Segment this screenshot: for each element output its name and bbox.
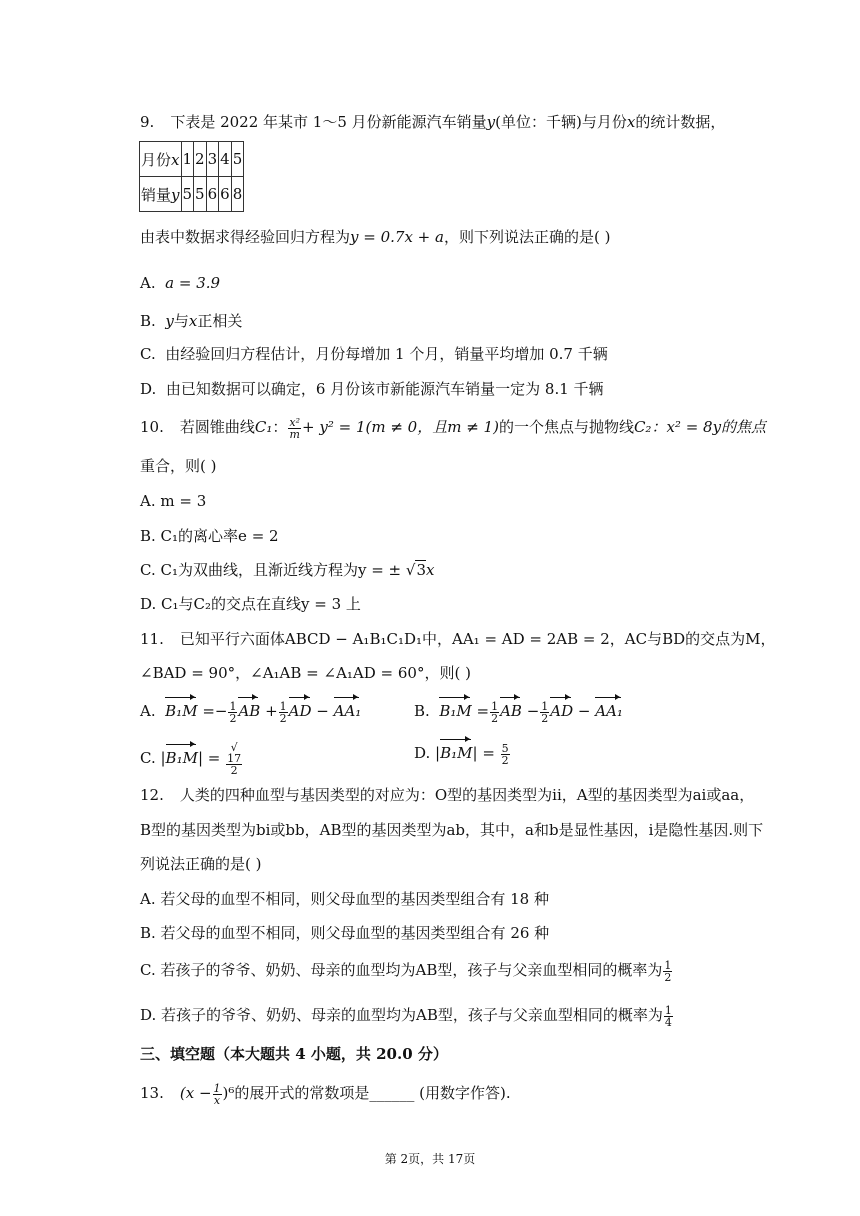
page-footer: 第 2页，共 17页 — [384, 1152, 476, 1166]
table-row — [140, 177, 244, 212]
table-cell: 6 — [219, 177, 232, 212]
q9-option-b[interactable]: B. y与x正相关 — [140, 312, 243, 330]
q12-option-c[interactable]: C. 若孩子的爷爷、奶奶、母亲的血型均为AB型，孩子与父亲血型相同的概率为 $\frac{1}{2}$ — [140, 958, 672, 984]
q10-stem: 10. 若圆锥曲线C₁： $\frac{\text{x²}}{m}$ + y² = 1(m ≠ 0，且m ≠ 1)的一个焦点与抛物线C₂：x² = 8y的焦点 — [140, 415, 767, 441]
q11-stem-line2: ∠BAD = 90°，∠A₁AB = ∠A₁AD = 60°，则( ) — [140, 664, 471, 682]
table-cell: 2 — [194, 142, 207, 177]
q11-stem: 11. 已知平行六面体ABCD − A₁B₁C₁D₁中，AA₁ = AD = 2AB = 2，AC与BD的交点为M， — [140, 630, 776, 648]
q10-option-b[interactable]: B. C₁的离心率e = 2 — [140, 527, 279, 545]
data-table — [139, 141, 244, 212]
q13-stem: 13. (x − $\frac{1}{x}$ )⁶的展开式的常数项是______ (用数字作答). — [140, 1081, 511, 1107]
table-cell: 6 — [206, 177, 219, 212]
q12-stem: 12. 人类的四种血型与基因类型的对应为：O型的基因类型为ii，A型的基因类型为ai或aa， — [140, 786, 755, 804]
q12-option-b[interactable]: B. 若父母的血型不相同，则父母血型的基因类型组合有 26 种 — [140, 924, 550, 942]
q10-option-d[interactable]: D. C₁与C₂的交点在直线y = 3 上 — [140, 595, 361, 613]
table-cell: 3 — [206, 142, 219, 177]
q10-stem-line2: 重合，则( ) — [140, 457, 217, 475]
q12-stem-line3: 列说法正确的是( ) — [140, 855, 262, 873]
question-number: 10. — [140, 418, 164, 436]
q9-option-a[interactable]: A. a = 3.9 — [140, 274, 221, 292]
q9-stem: 9. 下表是 2022 年某市 1～5 月份新能源汽车销量y(单位：千辆)与月份x的统计数据， — [140, 113, 726, 131]
question-number: 13. — [140, 1084, 164, 1102]
q12-option-a[interactable]: A. 若父母的血型不相同，则父母血型的基因类型组合有 18 种 — [140, 890, 549, 908]
q11-option-b[interactable]: B. B₁M = $\frac{1}{2}$ AB − $\frac{1}{2}$ AD − AA₁ — [414, 699, 623, 725]
q9-regression-line: 由表中数据求得经验回归方程为y = 0.7x + a，则下列说法正确的是( ) — [140, 228, 611, 246]
table-cell: 4 — [219, 142, 232, 177]
q9-option-d[interactable]: D. 由已知数据可以确定，6 月份该市新能源汽车销量一定为 8.1 千辆 — [140, 380, 604, 398]
q11-option-c[interactable]: C. |B₁M| = √ 17 2 — [140, 741, 242, 777]
table-row — [140, 142, 244, 177]
q12-stem-line2: B型的基因类型为bi或bb，AB型的基因类型为ab，其中，a和b是显性基因，i是隐性基因.则下 — [140, 821, 764, 839]
q11-option-a[interactable]: A. B₁M =− $\frac{1}{2}$ AB + $\frac{1}{2}$ AD − AA₁ — [140, 699, 362, 725]
q12-option-d[interactable]: D. 若孩子的爷爷、奶奶、母亲的血型均为AB型，孩子与父亲血型相同的概率为 $\frac{1}{4}$ — [140, 1003, 672, 1029]
table-header-cell: 月份x — [140, 142, 182, 177]
q9-option-c[interactable]: C. 由经验回归方程估计，月份每增加 1 个月，销量平均增加 0.7 千辆 — [140, 345, 608, 363]
table-cell: 5 — [231, 142, 244, 177]
section-heading: 三、填空题（本大题共 4 小题，共 20.0 分） — [140, 1045, 448, 1063]
q10-option-a[interactable]: A. m = 3 — [140, 492, 207, 510]
table-header-cell: 销量y — [140, 177, 182, 212]
question-number: 9. — [140, 113, 155, 131]
table-cell: 8 — [231, 177, 244, 212]
q11-option-d[interactable]: D. |B₁M| = $\frac{5}{2}$ — [414, 741, 509, 767]
fraction: $\frac{\text{x²}}{m}$ — [289, 415, 301, 441]
question-number: 12. — [140, 786, 164, 804]
table-cell: 1 — [181, 142, 194, 177]
table-cell: 5 — [194, 177, 207, 212]
table-cell: 5 — [181, 177, 194, 212]
question-number: 11. — [140, 630, 164, 648]
q10-option-c[interactable]: C. C₁为双曲线，且渐近线方程为y = ± √3x — [140, 561, 435, 579]
